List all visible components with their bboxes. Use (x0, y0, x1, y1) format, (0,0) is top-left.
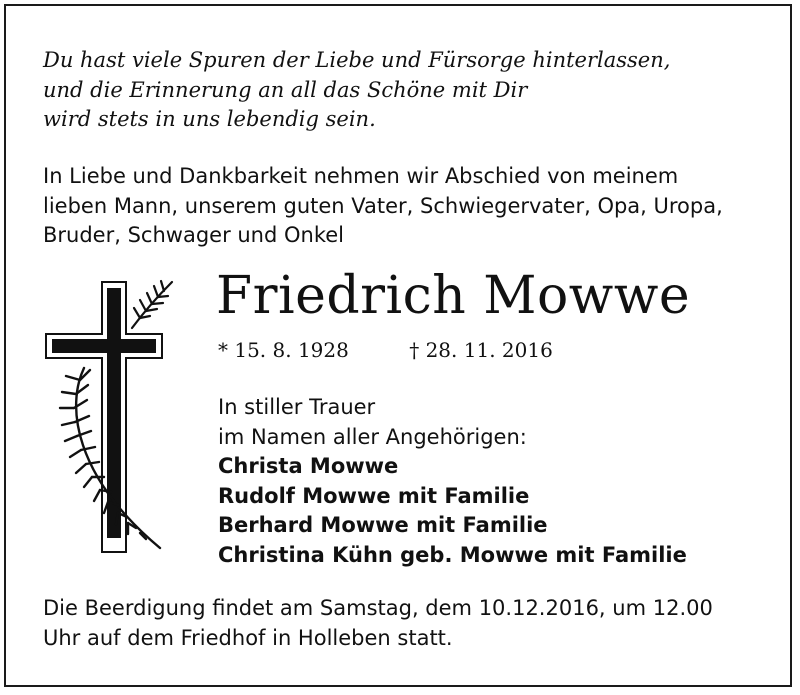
life-dates (218, 337, 553, 363)
cross-with-palm-branch-icon (44, 276, 184, 556)
birth-date: * 15. 8. 1928 (218, 338, 349, 362)
mourner-name: Berhard Mowwe mit Familie (218, 513, 548, 537)
funeral-line: Die Beerdigung findet am Samstag, dem 10.12.2016, um 12.00 (43, 596, 713, 620)
memorial-quote (43, 46, 670, 135)
intro-line: In Liebe und Dankbarkeit nehmen wir Abschied von meinem (43, 164, 679, 188)
quote-line: wird stets in uns lebendig sein. (43, 107, 376, 131)
mourner-name: Christa Mowwe (218, 454, 399, 478)
death-date: † 28. 11. 2016 (409, 338, 553, 362)
funeral-line: Uhr auf dem Friedhof in Holleben statt. (43, 625, 453, 650)
deceased-name: Friedrich Mowwe (216, 266, 691, 326)
intro-line: Bruder, Schwager und Onkel (43, 223, 345, 247)
mourning-line: In stiller Trauer (218, 395, 376, 419)
quote-line: und die Erinnerung an all das Schöne mit Dir (43, 77, 528, 102)
funeral-notice (43, 594, 713, 653)
quote-line: Du hast viele Spuren der Liebe und Fürsorge hinterlassen, (43, 48, 671, 72)
mourner-name: Rudolf Mowwe mit Familie (218, 483, 530, 508)
farewell-intro (43, 162, 723, 251)
mourner-name: Christina Kühn geb. Mowwe mit Familie (218, 542, 687, 567)
intro-line: lieben Mann, unserem guten Vater, Schwiegervater, Opa, Uropa, (43, 193, 723, 218)
mourning-line: im Namen aller Angehörigen: (218, 424, 527, 449)
mourners-block (218, 393, 687, 570)
